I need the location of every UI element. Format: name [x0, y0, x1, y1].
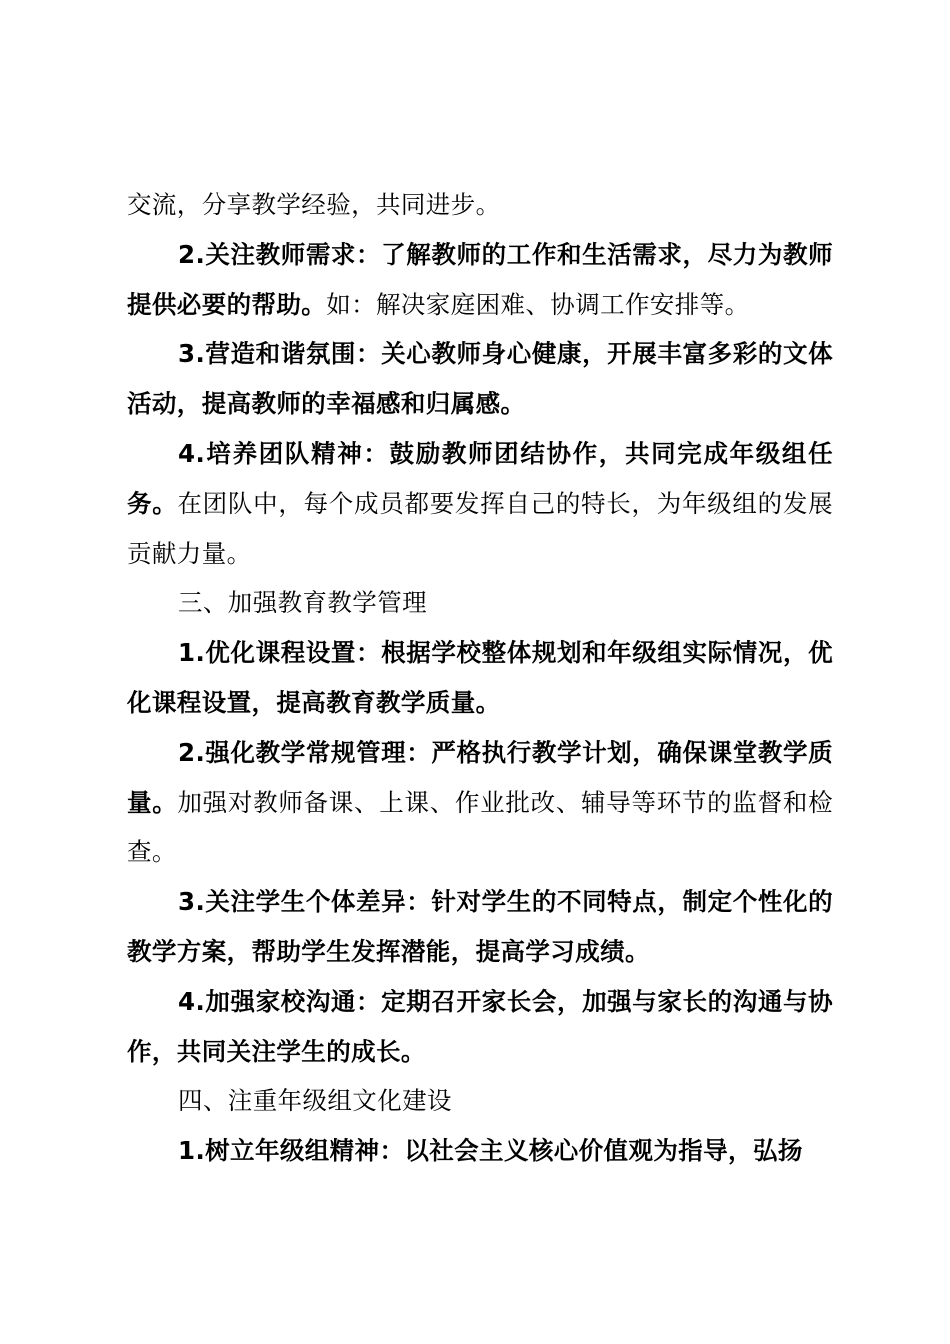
paragraph-bold-text: 1.优化课程设置：根据学校整体规划和年级组实际情况，优化课程设置，提高教育教学质量。 — [127, 638, 833, 717]
paragraph-curriculum — [127, 628, 833, 728]
section-heading-teaching-management — [127, 578, 833, 628]
paragraph-text: 如：解决家庭困难、协调工作安排等。 — [326, 289, 750, 319]
paragraph-text: 加强对教师备课、上课、作业批改、辅导等环节的监督和检查。 — [127, 787, 833, 867]
paragraph-text: 交流，分享教学经验，共同进步。 — [127, 190, 501, 219]
paragraph-text: 在团队中，每个成员都要发挥自己的特长，为年级组的发展贡献力量。 — [127, 488, 833, 568]
paragraph-teacher-needs — [127, 230, 833, 330]
document-page — [127, 180, 833, 1176]
paragraph-bold-text: 3.关注学生个体差异：针对学生的不同特点，制定个性化的教学方案，帮助学生发挥潜能，提高学习成绩。 — [127, 887, 833, 966]
paragraph-bold-text: 2.强化教学常规管理：严格执行教学计划，确保课堂教学质量。 — [127, 737, 833, 817]
paragraph-bold-text: 2.关注教师需求：了解教师的工作和生活需求，尽力为教师提供必要的帮助。 — [127, 239, 833, 319]
paragraph-student-differences — [127, 877, 833, 977]
paragraph-group-spirit — [127, 1126, 833, 1176]
paragraph-harmonious-atmosphere — [127, 329, 833, 429]
paragraph-bold-text: 4.加强家校沟通：定期召开家长会，加强与家长的沟通与协作，共同关注学生的成长。 — [127, 986, 833, 1066]
paragraph-home-school — [127, 977, 833, 1077]
paragraph-text: 四、注重年级组文化建设 — [178, 1086, 452, 1116]
paragraph-bold-text: 1.树立年级组精神：以社会主义核心价值观为指导，弘扬 — [178, 1136, 803, 1166]
paragraph-bold-text: 3.营造和谐氛围：关心教师身心健康，开展丰富多彩的文体活动，提高教师的幸福感和归属感。 — [127, 339, 833, 419]
paragraph-team-spirit — [127, 429, 833, 578]
section-heading-culture — [127, 1076, 833, 1126]
paragraph-text: 三、加强教育教学管理 — [178, 588, 427, 618]
paragraph-bold-text: 4.培养团队精神：鼓励教师团结协作，共同完成年级组任务。 — [127, 438, 833, 518]
paragraph-continuation — [127, 180, 833, 230]
paragraph-teaching-routine — [127, 728, 833, 877]
